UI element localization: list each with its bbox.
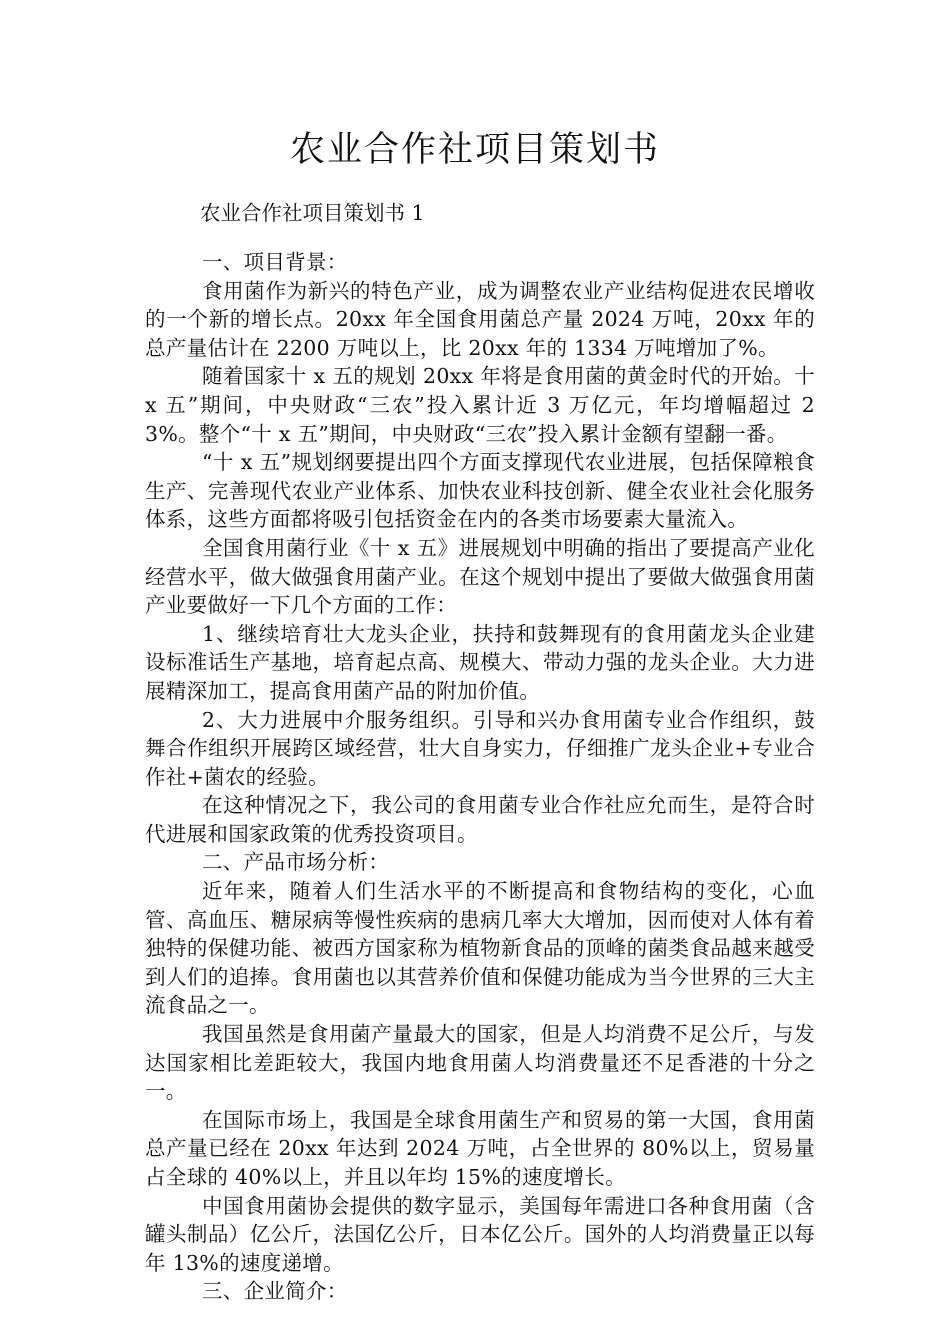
section-heading-market: 二、产品市场分析： (202, 850, 390, 875)
document-title: 农业合作社项目策划书 (289, 130, 660, 170)
list-item: 1、继续培育壮大龙头企业，扶持和鼓舞现有的食用菌龙头企业建设标准话生产基地，培育起点高、规模大、带动力强的龙头企业。大力进展精深加工，提高食用菌产品的附加价值。 (145, 621, 815, 703)
paragraph: 全国食用菌行业《十 x 五》进展规划中明确的指出了要提高产业化经营水平，做大做强食用菌产业。在这个规划中提出了要做大做强食用菌产业要做好一下几个方面的工作： (145, 535, 815, 618)
paragraph: “十 x 五”规划纲要提出四个方面支撑现代农业进展，包括保障粮食生产、完善现代农业产业体系、加快农业科技创新、健全农业社会化服务体系，这些方面都将吸引包括资金在内的各类市场要素大量流入。 (145, 450, 815, 532)
paragraph: 在这种情况之下，我公司的食用菌专业合作社应允而生，是符合时代进展和国家政策的优秀投资项目。 (145, 793, 815, 846)
paragraph: 在国际市场上，我国是全球食用菌生产和贸易的第一大国，食用菌总产量已经在 20xx 年达到 2024 万吨，占全世界的 80%以上，贸易量占全球的 40%以上，并且以年均 15%的速度增长。 (145, 1107, 815, 1189)
section-heading-background: 一、项目背景： (202, 250, 348, 274)
document-subtitle: 农业合作社项目策划书 1 (200, 201, 425, 225)
list-item: 2、大力进展中介服务组织。引导和兴办食用菌专业合作组织，鼓舞合作组织开展跨区域经营，壮大自身实力，仔细推广龙头企业+专业合作社+菌农的经验。 (145, 707, 815, 789)
paragraph: 中国食用菌协会提供的数字显示，美国每年需进口各种食用菌（含罐头制品）亿公斤，法国亿公斤，日本亿公斤。国外的人均消费量正以每年 13%的速度递增。 (145, 1193, 815, 1275)
section-heading-company: 三、企业简介： (202, 1279, 348, 1304)
paragraph: 我国虽然是食用菌产量最大的国家，但是人均消费不足公斤，与发达国家相比差距较大，我国内地食用菌人均消费量还不足香港的十分之一。 (145, 1022, 815, 1104)
paragraph: 近年来，随着人们生活水平的不断提高和食物结构的变化，心血管、高血压、糖尿病等慢性疾病的患病几率大大增加，因而使对人体有着独特的保健功能、被西方国家称为植物新食品的顶峰的菌类食品越来越受到人们的追捧。食用菌也以其营养价值和保健功能成为当今世界的三大主流食品之一。 (145, 879, 815, 1018)
paragraph: 食用菌作为新兴的特色产业，成为调整农业产业结构促进农民增收的一个新的增长点。20xx 年全国食用菌总产量 2024 万吨，20xx 年的总产量估计在 2200 万吨以上，比 20xx 年的 1334 万吨增加了%。 (145, 278, 815, 360)
paragraph: 随着国家十 x 五的规划 20xx 年将是食用菌的黄金时代的开始。十 x 五”期间，中央财政“三农”投入累计近 3 万亿元，年均增幅超过 23%。整个“十 x 五”期间，中央财政“三农”投入累计金额有望翻一番。 (145, 364, 815, 446)
document-body (145, 248, 815, 1306)
